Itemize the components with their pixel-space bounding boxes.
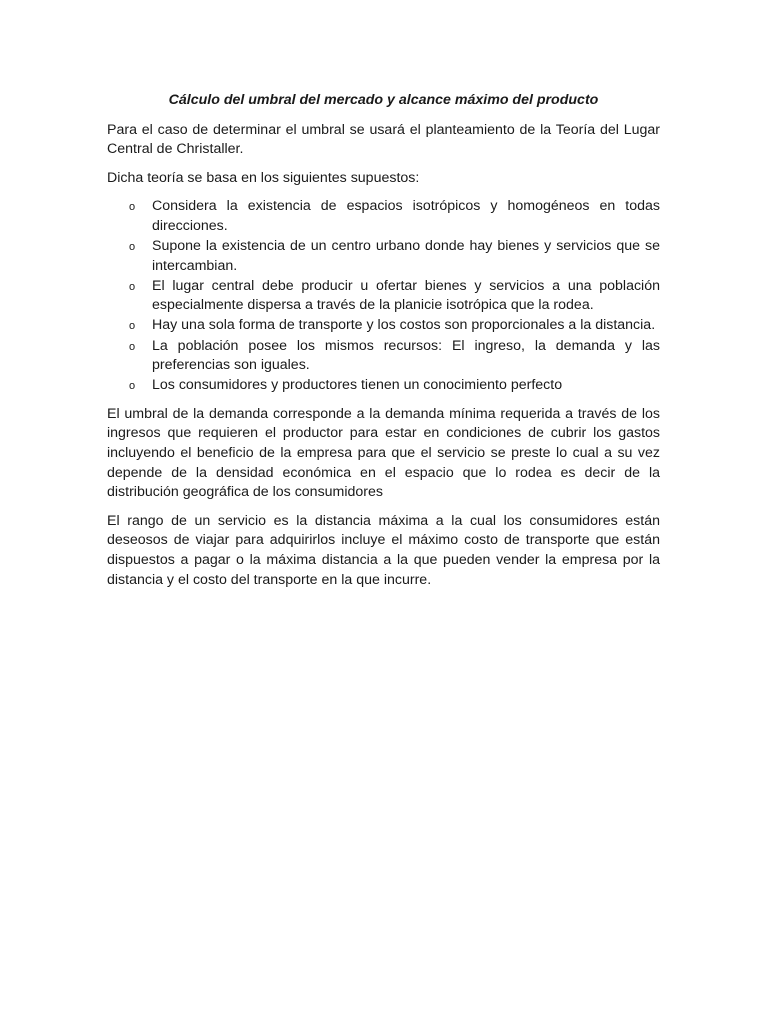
intro-paragraph: Para el caso de determinar el umbral se usará el planteamiento de la Teoría del Lugar Central de Christaller. [107, 121, 660, 158]
assumptions-lead: Dicha teoría se basa en los siguientes supuestos: [107, 169, 420, 186]
bullet-icon: o [129, 380, 136, 393]
list-item-text: Hay una sola forma de transporte y los costos son proporcionales a la distancia. [152, 317, 656, 334]
list-item [107, 277, 660, 316]
range-paragraph: El rango de un servicio es la distancia máxima a la cual los consumidores están deseosos de viajar para adquirirlos incluye el máximo costo de transporte que están dispuestos a pagar o la máxima distancia a la que pueden vender la empresa por la distancia y el costo del transporte en la que incurre. [107, 512, 660, 588]
list-item-text: Considera la existencia de espacios isotrópicos y homogéneos en todas direcciones. [152, 198, 660, 234]
list-item-text: Supone la existencia de un centro urbano donde hay bienes y servicios que se intercambian. [152, 238, 660, 274]
document-title: Cálculo del umbral del mercado y alcance máximo del producto [168, 92, 599, 108]
list-item [107, 316, 660, 336]
bullet-icon: o [129, 280, 136, 293]
list-item-text: El lugar central debe producir u ofertar bienes y servicios a una población especialmente dispersa a través de la planicie isotrópica que la rodea. [152, 277, 660, 314]
list-item [107, 197, 660, 236]
bullet-icon: o [129, 201, 136, 214]
document-page [107, 91, 660, 599]
bullet-icon: o [129, 340, 136, 353]
threshold-paragraph: El umbral de la demanda corresponde a la demanda mínima requerida a través de los ingresos que requieren el productor para estar en condiciones de cubrir los gastos incluyendo el beneficio de la empresa para que el servicio se preste lo cual a su vez depende de la densidad económica en el espacio que lo rodea es decir de la distribución geográfica de los consumidores [107, 405, 660, 501]
list-item-text: La población posee los mismos recursos: El ingreso, la demanda y las preferencias son iguales. [152, 337, 660, 374]
list-item [107, 376, 660, 396]
assumptions-list [107, 197, 660, 395]
list-item [107, 337, 660, 376]
list-item-text: Los consumidores y productores tienen un conocimiento perfecto [152, 377, 563, 394]
list-item [107, 237, 660, 276]
bullet-icon: o [129, 320, 136, 333]
bullet-icon: o [129, 241, 136, 254]
